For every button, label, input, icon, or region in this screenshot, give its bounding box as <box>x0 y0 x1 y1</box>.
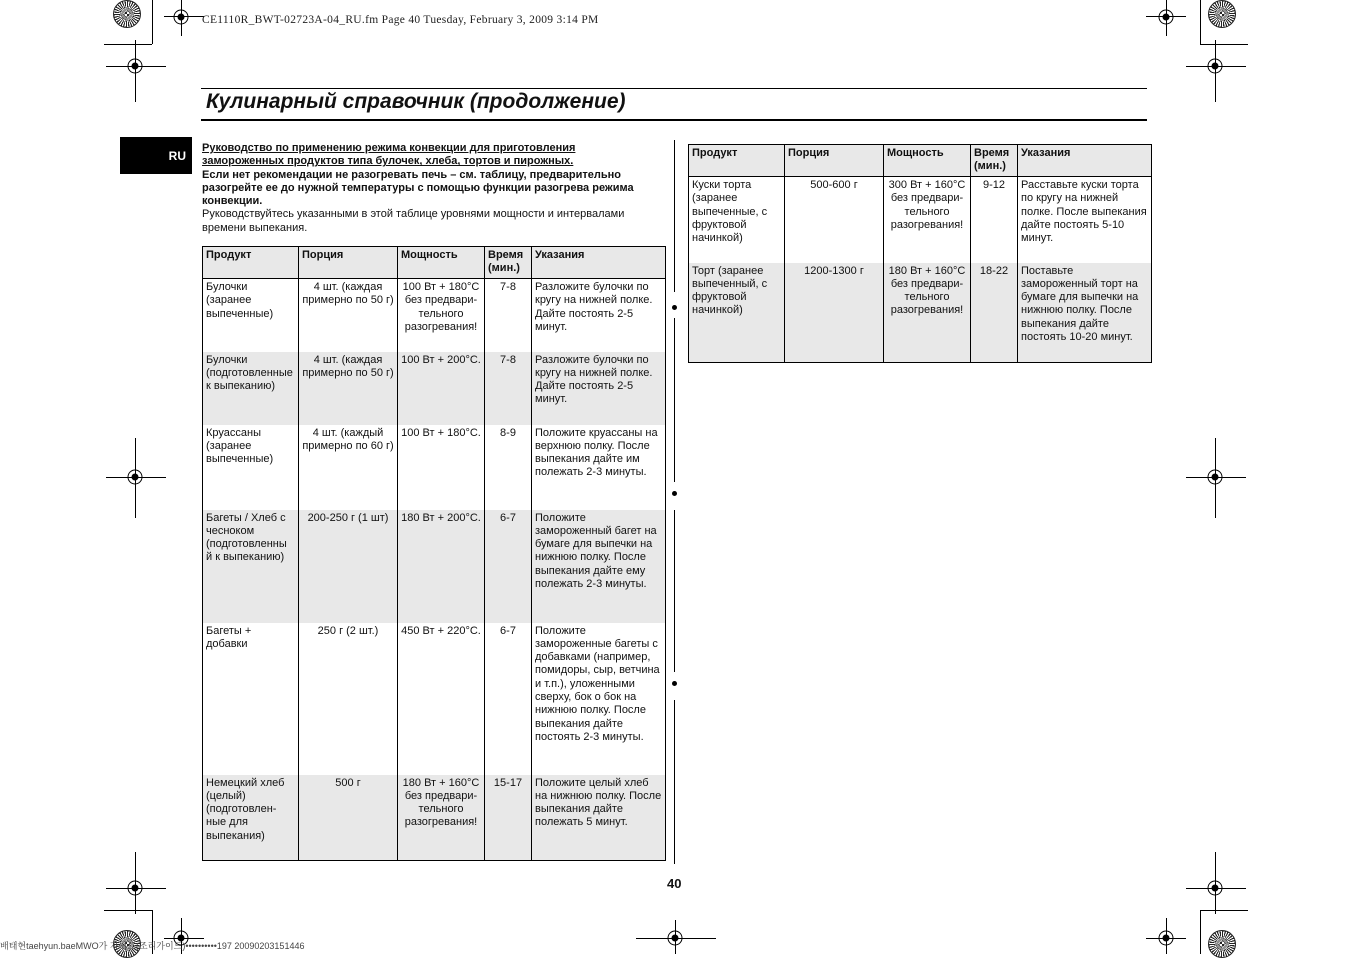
registration-mark-icon <box>1204 55 1226 77</box>
cell-portion: 4 шт. (каждая примерно по 50 г) <box>299 279 398 352</box>
table-row <box>203 510 666 623</box>
divider-dot <box>672 681 677 686</box>
cell-notes: Положите целый хлеб на нижнюю полку. После выпекания дайте полежать 5 минут. <box>532 775 666 861</box>
cell-power: 180 Вт + 160°C без предвари-тельного разогревания! <box>398 775 485 861</box>
col-header-power: Мощность <box>884 145 971 177</box>
right-cooking-table <box>688 144 1152 363</box>
page-number: 40 <box>667 876 682 891</box>
cell-time: 18-22 <box>971 263 1018 363</box>
col-header-power: Мощность <box>398 247 485 279</box>
column-divider <box>674 510 675 672</box>
col-header-notes: Указания <box>1018 145 1152 177</box>
crop-mark <box>104 910 152 911</box>
cell-portion: 250 г (2 шт.) <box>299 623 398 775</box>
cell-time: 7-8 <box>485 352 532 425</box>
registration-mark-icon <box>124 877 146 899</box>
title-rule-top <box>201 88 1147 89</box>
table-row <box>689 263 1152 363</box>
cell-notes: Положите замороженный багет на бумаге для выпечки на нижнюю полку. После выпекания дайте ему полежать 2-3 минуты. <box>532 510 666 623</box>
cell-portion: 1200-1300 г <box>785 263 884 363</box>
registration-mark-icon <box>1155 6 1177 28</box>
registration-mark-icon <box>1204 877 1226 899</box>
page-title: Кулинарный справочник (продолжение) <box>206 90 626 113</box>
column-divider <box>674 700 675 864</box>
intro-heading: замороженных продуктов типа булочек, хлеба, тортов и пирожных. <box>202 155 574 168</box>
intro-block <box>202 142 662 235</box>
cell-time: 8-9 <box>485 425 532 510</box>
cell-time: 9-12 <box>971 177 1018 263</box>
col-header-time: Время (мин.) <box>971 145 1018 177</box>
column-divider <box>674 140 675 292</box>
table-row <box>203 425 666 510</box>
cell-power: 180 Вт + 160°C без предвари-тельного разогревания! <box>884 263 971 363</box>
table-header-row <box>203 247 666 279</box>
registration-mark-icon <box>124 55 146 77</box>
cell-power: 100 Вт + 180°C. <box>398 425 485 510</box>
cell-power: 180 Вт + 200°C. <box>398 510 485 623</box>
crop-mark <box>104 44 152 45</box>
table-row <box>203 775 666 861</box>
cell-time: 7-8 <box>485 279 532 352</box>
intro-heading: Руководство по применению режима конвекции для приготовления <box>202 142 576 154</box>
registration-mark-icon <box>1155 927 1177 949</box>
col-header-product: Продукт <box>689 145 785 177</box>
col-header-portion: Порция <box>299 247 398 279</box>
cell-time: 6-7 <box>485 623 532 775</box>
cell-portion: 4 шт. (каждая примерно по 50 г) <box>299 352 398 425</box>
divider-dot <box>672 491 677 496</box>
col-header-time: Время (мин.) <box>485 247 532 279</box>
intro-text: Руководствуйтесь указанными в этой таблице уровнями мощности и интервалами времени выпекания. <box>202 208 625 234</box>
cell-product: Булочки (подготовленные к выпеканию) <box>203 352 299 425</box>
divider-dot <box>672 305 677 310</box>
cell-portion: 200-250 г (1 шт) <box>299 510 398 623</box>
crop-mark <box>1200 44 1248 45</box>
cell-notes: Разложите булочки по кругу на нижней полке. Дайте постоять 2-5 минут. <box>532 352 666 425</box>
cell-product: Торт (заранее выпеченный, с фруктовой начинкой) <box>689 263 785 363</box>
registration-mark-icon <box>124 466 146 488</box>
col-header-product: Продукт <box>203 247 299 279</box>
cell-product: Багеты / Хлеб с чесноком (подготовленны й к выпеканию) <box>203 510 299 623</box>
crop-mark <box>1200 0 1201 44</box>
column-divider <box>674 318 675 482</box>
language-tab: RU <box>120 137 192 174</box>
cell-power: 300 Вт + 160°C без предвари-тельного разогревания! <box>884 177 971 263</box>
cell-product: Багеты + добавки <box>203 623 299 775</box>
cell-notes: Разложите булочки по кругу на нижней полке. Дайте постоять 2-5 минут. <box>532 279 666 352</box>
registration-mark-icon <box>664 927 686 949</box>
crop-mark <box>1200 910 1248 911</box>
file-header: CE1110R_BWT-02723A-04_RU.fm Page 40 Tuesday, February 3, 2009 3:14 PM <box>202 14 599 26</box>
table-row <box>203 352 666 425</box>
cell-portion: 4 шт. (каждый примерно по 60 г) <box>299 425 398 510</box>
cell-portion: 500 г <box>299 775 398 861</box>
cell-product: Куски торта (заранее выпеченные, с фруктовой начинкой) <box>689 177 785 263</box>
intro-bold-text: Если нет рекомендации не разогревать печь – см. таблицу, предварительно разогрейте ее до нужной температуры с помощью функции разогрева режима конвекции. <box>202 168 634 208</box>
cell-notes: Расставьте куски торта по кругу на нижней полке. После выпекания дайте постоять 5-10 минут. <box>1018 177 1152 263</box>
title-rule-bottom <box>201 119 1147 121</box>
cell-power: 100 Вт + 200°C. <box>398 352 485 425</box>
color-bar-icon <box>113 0 141 28</box>
crop-mark <box>1200 910 1201 954</box>
col-header-portion: Порция <box>785 145 884 177</box>
registration-mark-icon <box>170 6 192 28</box>
cell-product: Немецкий хлеб (целый) (подготовлен-ные для выпекания) <box>203 775 299 861</box>
col-header-notes: Указания <box>532 247 666 279</box>
cell-power: 100 Вт + 180°C без предвари-тельного разогревания! <box>398 279 485 352</box>
cell-time: 15-17 <box>485 775 532 861</box>
cell-notes: Поставьте замороженный торт на бумаге для выпечки на нижнюю полку. После выпекания дайте постоять 10-20 минут. <box>1018 263 1152 363</box>
cell-product: Булочки (заранее выпеченные) <box>203 279 299 352</box>
registration-mark-icon <box>1204 466 1226 488</box>
left-cooking-table <box>202 246 666 861</box>
footer-slug: 배태현taehyun.baeMWO가 가이드(조리가이드)••••••••••197 20090203151446 <box>0 941 305 951</box>
table-row <box>203 279 666 352</box>
cell-product: Круассаны (заранее выпеченные) <box>203 425 299 510</box>
table-header-row <box>689 145 1152 177</box>
crop-mark <box>152 0 153 44</box>
cell-power: 450 Вт + 220°C. <box>398 623 485 775</box>
color-bar-icon <box>1208 0 1236 28</box>
table-row <box>689 177 1152 263</box>
cell-portion: 500-600 г <box>785 177 884 263</box>
cell-notes: Положите замороженные багеты с добавками (например, помидоры, сыр, ветчина и т.п.), уложенными сверху, бок о бок на нижнюю полку. После выпекания дайте постоять 2-3 минуты. <box>532 623 666 775</box>
table-row <box>203 623 666 775</box>
cell-time: 6-7 <box>485 510 532 623</box>
cell-notes: Положите круассаны на верхнюю полку. После выпекания дайте им полежать 2-3 минуты. <box>532 425 666 510</box>
